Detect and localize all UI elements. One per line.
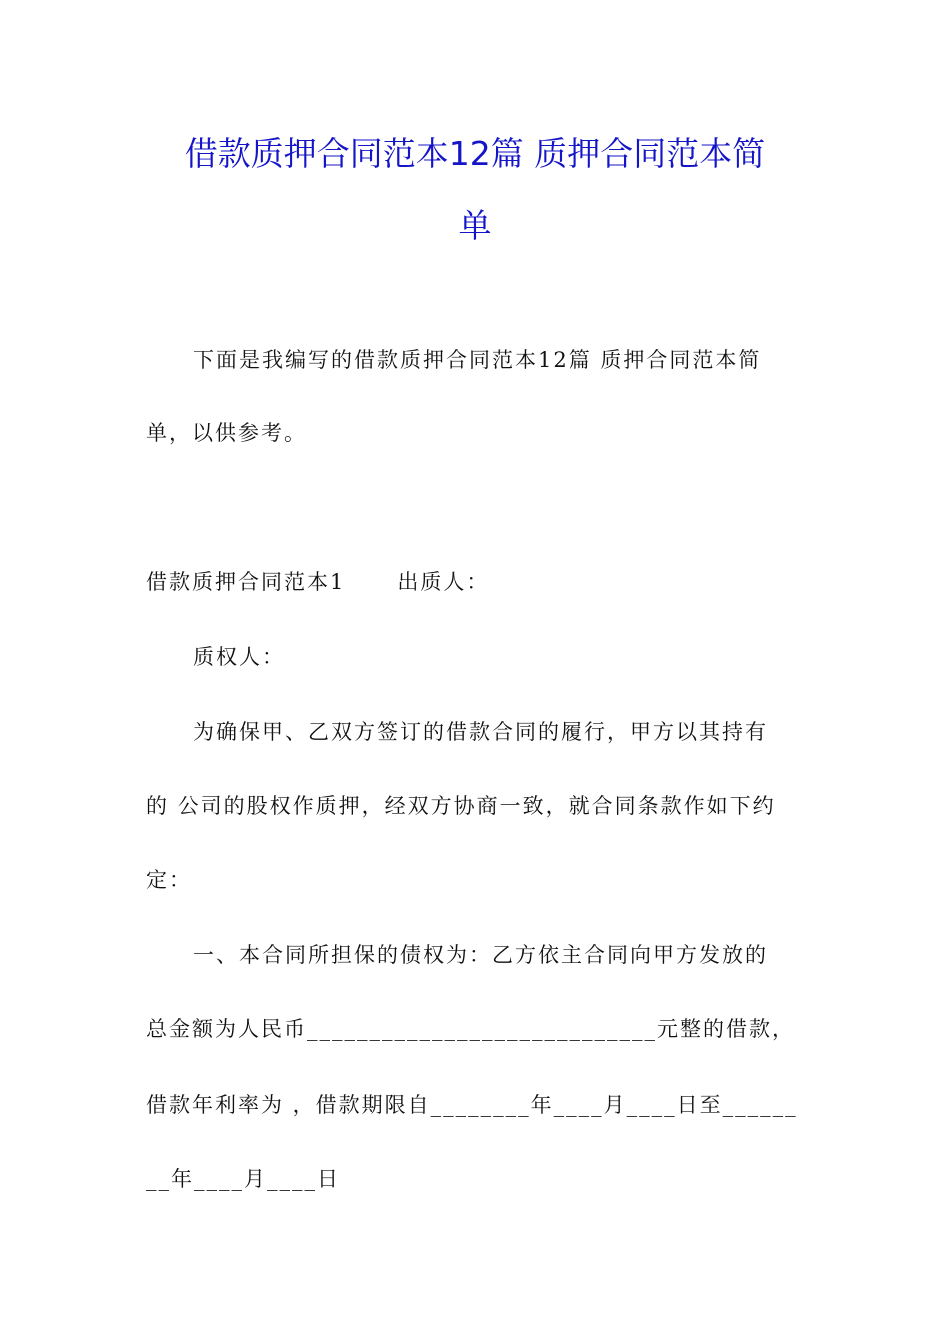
paragraph-1-line-3: 定： [146, 868, 192, 892]
document-title-line-2: 单 [458, 206, 492, 245]
section-heading: 借款质押合同范本1 [146, 570, 346, 594]
paragraph-1-line-1: 为确保甲、乙双方签订的借款合同的履行，甲方以其持有 [193, 720, 768, 744]
clause-1-line-1: 一、本合同所担保的债权为：乙方依主合同向甲方发放的 [193, 943, 768, 967]
clause-1-line-4: __年____月____日 [146, 1167, 340, 1191]
clause-1-line-3: 借款年利率为 ，借款期限自________年____月____日至______ [146, 1093, 798, 1117]
document-title-line-1: 借款质押合同范本12篇 质押合同范本简 [184, 134, 766, 173]
intro-line-1: 下面是我编写的借款质押合同范本12篇 质押合同范本简 [193, 348, 762, 372]
intro-line-2: 单，以供参考。 [146, 421, 307, 445]
section-heading-row [146, 567, 489, 597]
pledgee-label: 质权人： [193, 645, 285, 669]
paragraph-1-line-2: 的 公司的股权作质押，经双方协商一致，就合同条款作如下约 [146, 794, 776, 818]
pledgor-label: 出质人： [397, 570, 490, 594]
clause-1-line-2: 总金额为人民币____________________________元整的借款， [146, 1017, 795, 1041]
